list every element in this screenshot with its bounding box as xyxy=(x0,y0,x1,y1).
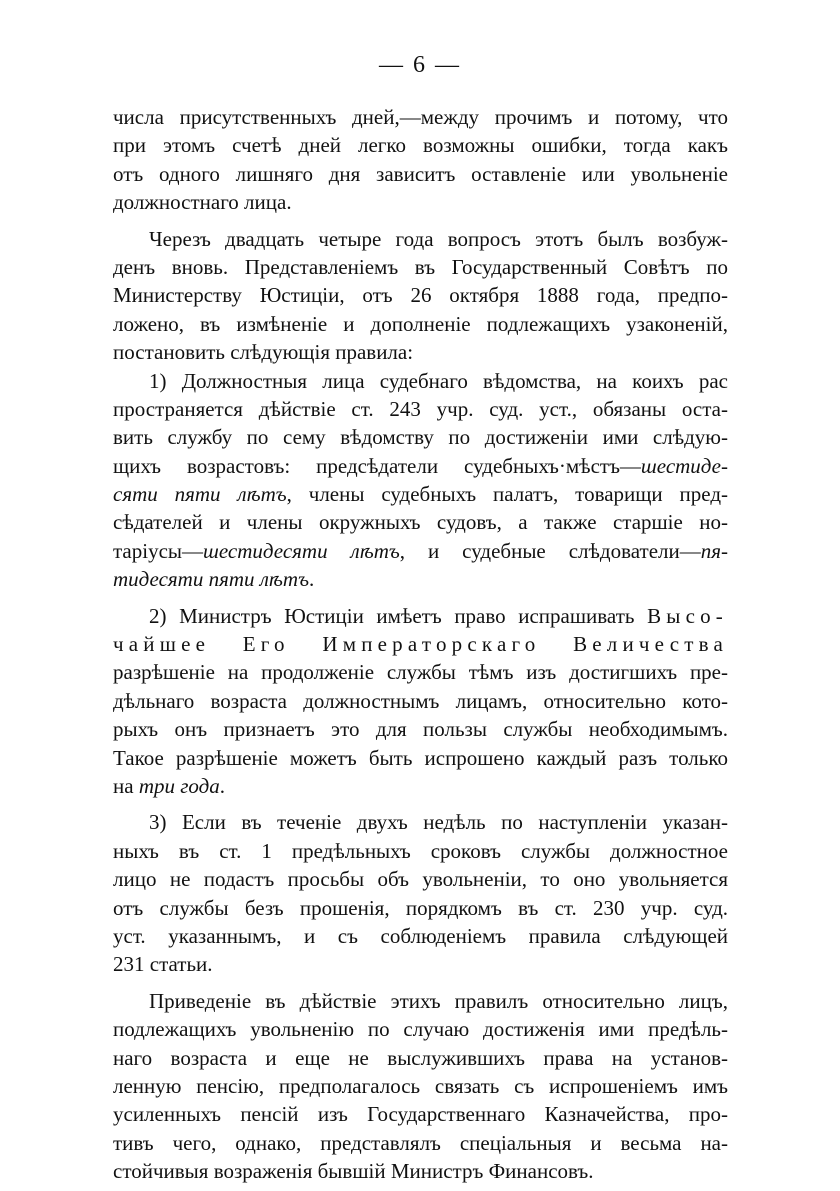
text-line: тидесяти пяти лѣтъ. xyxy=(113,567,315,592)
text-line: ныхъ въ ст. 1 предѣльныхъ сроковъ службы должностное xyxy=(113,838,728,863)
text-line: денъ вновь. Представленіемъ въ Государственный Совѣтъ по xyxy=(113,254,728,279)
text-line: пространяется дѣйствіе ст. 243 учр. суд. уст., обязаны оста- xyxy=(113,396,728,421)
text-line: наго возраста и еще не выслужившихъ права на установ- xyxy=(113,1045,728,1070)
text-line: усиленныхъ пенсій изъ Государственнаго Казначейства, про- xyxy=(113,1102,728,1127)
text-line: Черезъ двадцать четыре года вопросъ этотъ былъ возбуж- xyxy=(149,226,728,251)
text-line: разрѣшеніе на продолженіе службы тѣмъ изъ достигшихъ пре- xyxy=(113,660,728,685)
text-line: 1) Должностныя лица судебнаго вѣдомства, на коихъ рас xyxy=(149,368,728,393)
text-line: уст. указаннымъ, и съ соблюденіемъ правила слѣдующей xyxy=(113,923,728,948)
page-number: — 6 — xyxy=(379,52,461,78)
text-line: сѣдателей и члены окружныхъ судовъ, а также старшіе но- xyxy=(113,510,728,535)
text-line: тивъ чего, однако, представлялъ спеціальныя и весьма на- xyxy=(113,1130,728,1155)
text-line: должностнаго лица. xyxy=(113,190,292,215)
text-line: числа присутственныхъ дней,—между прочимъ и потому, что xyxy=(113,105,728,129)
text-line: щихъ возрастовъ: предсѣдатели судебныхъ·мѣстъ—шестиде- xyxy=(113,453,728,478)
text-line: сяти пяти лѣтъ, члены судебныхъ палатъ, товарищи пред- xyxy=(113,482,729,507)
text-line: отъ службы безъ прошенія, порядкомъ въ ст. 230 учр. суд. xyxy=(113,895,728,920)
text-line: Приведеніе въ дѣйствіе этихъ правилъ относительно лицъ, xyxy=(149,988,728,1013)
text-line: постановить слѣдующія правила: xyxy=(113,340,414,365)
text-line: ложено, въ измѣненіе и дополненіе подлежащихъ узаконеній, xyxy=(113,311,728,336)
text-line: таріусы—шестидесяти лѣтъ, и судебные слѣдователи—пя- xyxy=(113,538,728,563)
text-line: лицо не подастъ просьбы объ увольненіи, то оно увольняется xyxy=(113,867,728,892)
text-line: рыхъ онъ признаетъ это для пользы службы необходимымъ. xyxy=(113,717,728,742)
body-text xyxy=(113,103,728,1185)
text-line: на три года. xyxy=(113,773,226,798)
text-line: стойчивыя возраженія бывшій Министръ Финансовъ. xyxy=(113,1159,594,1184)
text-line: Министерству Юстиціи, отъ 26 октября 1888 года, предпо- xyxy=(113,283,728,308)
text-line: чайшее Его Императорскаго Величества xyxy=(113,632,728,657)
text-line: отъ одного лишняго дня зависитъ оставленіе или увольненіе xyxy=(113,161,728,186)
text-line: подлежащихъ увольненію по случаю достиженія ими предѣль- xyxy=(113,1017,728,1042)
text-line: Такое разрѣшеніе можетъ быть испрошено каждый разъ только xyxy=(113,745,728,770)
text-line: 231 статьи. xyxy=(113,952,213,977)
text-line: 3) Если въ теченіе двухъ недѣль по наступленіи указан- xyxy=(149,810,728,835)
text-line: 2) Министръ Юстиціи имѣетъ право испрашивать Высо- xyxy=(149,603,728,628)
text-line: при этомъ счетѣ дней легко возможны ошибки, тогда какъ xyxy=(113,133,728,158)
text-line: дѣльнаго возраста должностнымъ лицамъ, относительно кото- xyxy=(113,688,728,713)
text-line: вить службу по сему вѣдомству по достиженіи ими слѣдую- xyxy=(113,425,728,450)
text-line: ленную пенсію, предполагалось связать съ испрошеніемъ имъ xyxy=(113,1073,728,1098)
